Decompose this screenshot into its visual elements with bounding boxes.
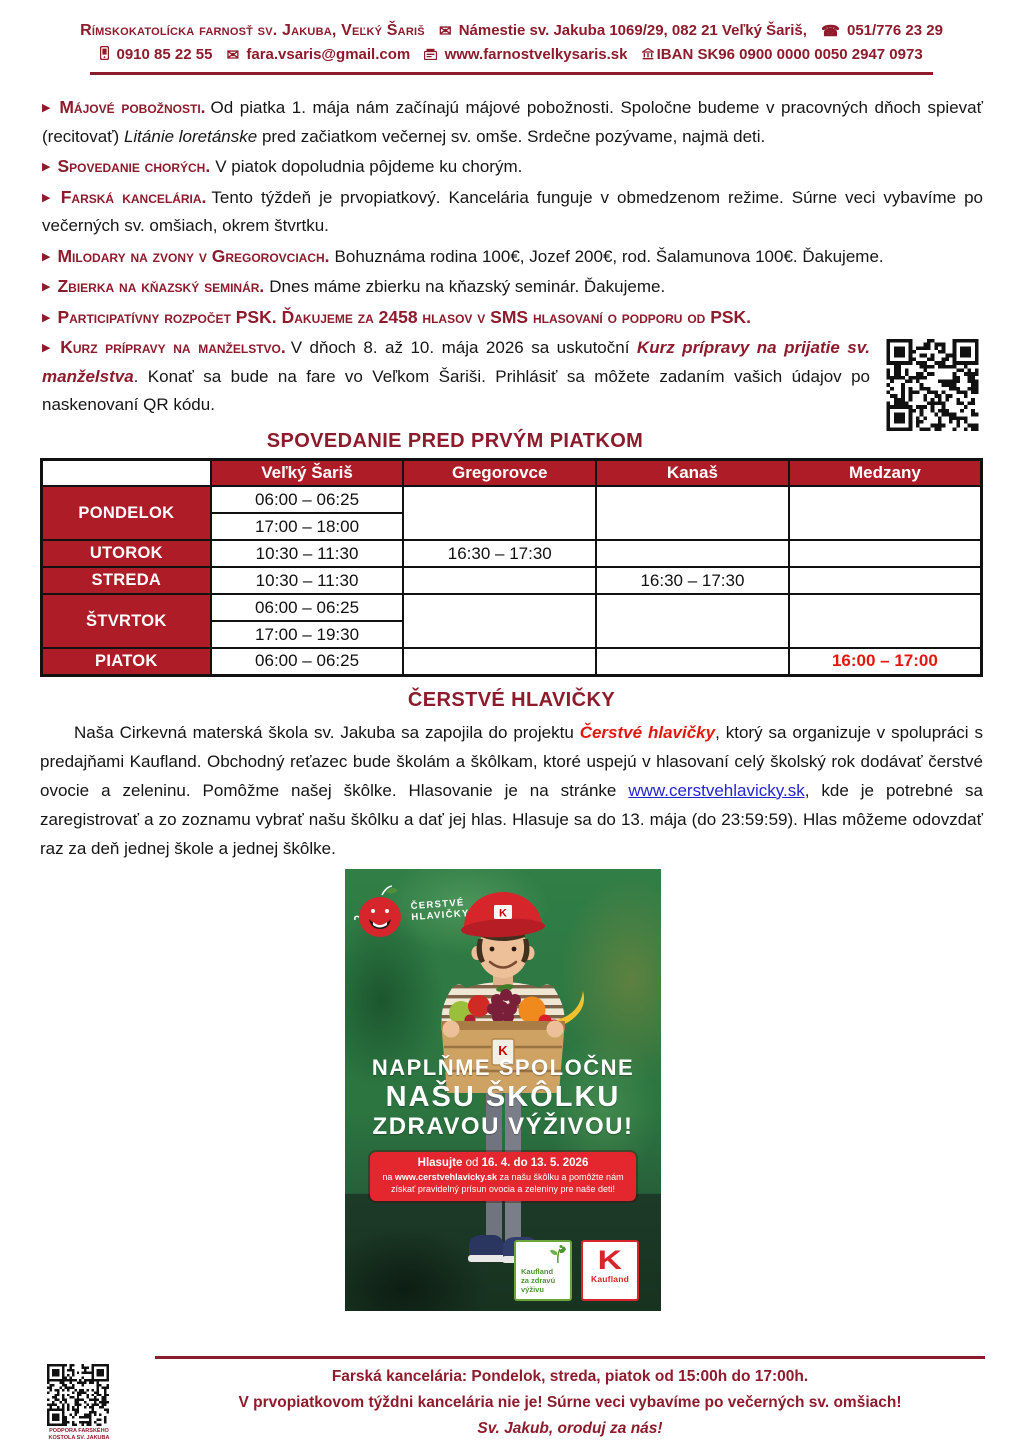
announcement-text: Dnes máme zbierku na kňazský seminár. Ďakujeme. <box>269 277 666 296</box>
cerstve-paragraph <box>40 718 983 863</box>
cerstve-text: Naša Cirkevná materská škola sv. Jakuba sa zapojila do projektu <box>74 722 580 742</box>
table-row <box>42 648 982 675</box>
footer-invocation: Sv. Jakub, oroduj za nás! <box>477 1420 663 1437</box>
time-cell <box>789 540 982 567</box>
time-cell <box>596 594 789 648</box>
banner-bold: Hlasujte <box>417 1156 463 1169</box>
header-line2 <box>90 43 932 75</box>
phone-icon: ☎ <box>821 23 840 40</box>
qr-code <box>47 1364 109 1426</box>
footer-office-hours: Farská kancelária: Pondelok, streda, piatok od 15:00h do 17:00h. <box>331 1368 809 1385</box>
cerstve-text: , ktorý sa organizuje v spolupráci s predajňami Kaufland. Obchodný reťazec bude školám a škôlkam, ktoré uspejú v hlasovaní celý školský rok dodávať čerstvé ovocie a zeleninu. Pomôžme našej škôlke. Hlasovanie je na stránke <box>40 722 983 800</box>
cerstve-title: ČERSTVÉ HLAVIČKY <box>407 688 616 711</box>
banner-text: za našu škôlku a pomôžte nám <box>497 1171 624 1182</box>
day-cell: PONDELOK <box>42 486 211 540</box>
mobile-phone-icon <box>100 46 109 60</box>
email-icon: ✉ <box>226 47 240 64</box>
table-header-cell: Gregorovce <box>403 459 596 486</box>
day-cell: PIATOK <box>42 648 211 675</box>
announcement-psk <box>42 303 983 333</box>
announcement-text: V dňoch 8. až 10. mája 2026 sa uskutoční <box>290 338 637 357</box>
poster-voting-banner <box>370 1152 636 1201</box>
day-cell: UTOROK <box>42 540 211 567</box>
announcement-text: . Konať sa bude na fare vo Veľkom Šariši. Prihlásiť sa môžete zadaním vašich údajov po naskenovaní QR kódu. <box>42 366 870 414</box>
cerstve-hlavicky-logo <box>353 883 483 947</box>
announcement-title: Májové pobožnosti. <box>59 97 206 117</box>
announcement-text: pred začiatkom večernej sv. omše. Srdečne pozývame, najmä deti. <box>257 126 766 146</box>
time-cell <box>789 486 982 540</box>
time-cell <box>403 486 596 540</box>
headline-line3: ZDRAVOU VÝŽIVOU! <box>372 1112 634 1140</box>
announcement-text: Bohuznáma rodina 100€, Jozef 200€, rod. Šalamunova 100€. Ďakujeme. <box>334 246 884 266</box>
announcements <box>42 93 983 420</box>
headline-line2: NAŠU ŠKÔLKU <box>385 1080 621 1113</box>
footer-qr-caption: KOSTOLA SV. JAKUBA <box>48 1435 110 1441</box>
confession-table-body <box>42 459 982 675</box>
banner-text: na <box>382 1171 395 1182</box>
apple-mascot-icon <box>353 883 411 945</box>
kaufland-healthy-logo <box>514 1240 572 1301</box>
table-header-row <box>42 459 982 486</box>
table-row <box>42 486 982 513</box>
banner-link: www.cerstvehlavicky.sk <box>394 1171 497 1182</box>
time-cell: 17:00 – 18:00 <box>211 513 404 540</box>
svg-text:K: K <box>499 907 507 919</box>
bullet-arrow-icon: ▶ <box>42 161 51 173</box>
parish-address: Námestie sv. Jakuba 1069/29, 082 21 Veľký Šariš, <box>458 22 807 39</box>
banner-dates: 16. 4. do 13. 5. 2026 <box>481 1156 589 1169</box>
kurz-emphasis: Kurz prípravy na prijatie sv. manželstva <box>42 338 871 386</box>
boy-shoe <box>469 1235 505 1257</box>
announcement-title: Participatívny rozpočet PSK. <box>57 306 277 327</box>
table-header-cell <box>42 459 211 486</box>
bullet-arrow-icon: ▶ <box>42 250 51 263</box>
announcement-text: Tento týždeň je prvopiatkový. Kancelária funguje v obmedzenom režime. Súrne veci vybavíme po večerných sv. omšiach, okrem štvrtku. <box>42 187 983 235</box>
header <box>0 0 1023 75</box>
time-cell <box>403 594 596 648</box>
announcement-kancelaria <box>42 183 983 241</box>
headline-line1: NAPLŇME SPOLOČNE <box>371 1054 635 1080</box>
kaufland-logo <box>581 1240 639 1301</box>
announcement-milodary <box>42 242 983 272</box>
boy-hand <box>547 1020 564 1037</box>
announcement-text: V piatok dopoludnia pôjdeme ku chorým. <box>215 157 523 176</box>
bullet-arrow-icon: ▶ <box>42 102 53 114</box>
table-row <box>42 540 982 567</box>
parish-phone: 051/776 23 29 <box>846 22 943 39</box>
announcement-title: Kurz prípravy na manželstvo. <box>60 337 286 357</box>
time-cell <box>596 540 789 567</box>
web-icon <box>424 48 437 60</box>
time-cell <box>596 648 789 675</box>
bullet-arrow-icon: ▶ <box>42 191 54 204</box>
svg-text:K: K <box>498 1042 508 1058</box>
time-cell: 16:00 – 17:00 <box>789 648 982 675</box>
announcement-spovedanie-chorych <box>42 152 983 182</box>
table-header-cell: Kanaš <box>596 459 789 486</box>
envelope-icon: ✉ <box>438 23 452 40</box>
table-row <box>42 567 982 594</box>
bullet-arrow-icon: ▶ <box>42 342 54 354</box>
cerstve-brand: Čerstvé hlavičky <box>579 722 716 742</box>
announcement-title: Farská kancelária. <box>60 186 207 207</box>
day-cell: STREDA <box>42 567 211 594</box>
poster-headline <box>345 1055 661 1140</box>
announcement-text: Od piatka 1. mája nám začínajú májové pobožnosti. Spoločne budeme v pracovných dňoch spievať (recitovať) <box>42 98 983 146</box>
qr-code <box>884 339 981 431</box>
time-cell <box>403 648 596 675</box>
table-row <box>42 594 982 621</box>
parish-website[interactable]: www.farnostvelkysaris.sk <box>444 46 628 63</box>
table-header-cell: Veľký Šariš <box>211 459 404 486</box>
leaf-grain-icon <box>549 1244 567 1264</box>
banner-text: od <box>462 1156 482 1169</box>
announcement-title: Spovedanie chorých. <box>57 156 211 176</box>
announcement-majove <box>42 93 983 151</box>
cerstvehlavicky-link[interactable]: www.cerstvehlavicky.sk <box>628 780 805 800</box>
time-cell: 16:30 – 17:30 <box>596 567 789 594</box>
time-cell <box>403 567 596 594</box>
cerstve-text: , kde je potrebné sa zaregistrovať a zo zoznamu vybrať našu škôlku a dať jej hlas. Hlasuje sa do 13. mája (do 23:59:59). Hlas môžeme odovzdať raz za deň jednej škole a jednej škôlke. <box>40 780 983 858</box>
table-header-cell: Medzany <box>789 459 982 486</box>
kaufland-healthy-text: Kaufland za zdravú výživu <box>521 1266 556 1294</box>
time-cell <box>789 594 982 648</box>
announcement-zbierka <box>42 272 983 302</box>
logo-line2: HLAVIČKY <box>411 907 470 923</box>
announcement-title: Milodary na zvony v Gregorovciach. <box>57 245 330 266</box>
parish-mobile: 0910 85 22 55 <box>116 46 213 63</box>
time-cell: 17:00 – 19:30 <box>211 621 404 648</box>
announcement-text-red: Ďakujeme za 2458 hlasov v SMS hlasovaní o podporu od PSK. <box>281 306 752 327</box>
bank-icon <box>642 48 654 60</box>
footer-qr-caption: PODPORA FARSKÉHO <box>49 1428 109 1434</box>
parish-email[interactable]: fara.vsaris@gmail.com <box>246 46 411 63</box>
bullet-arrow-icon: ▶ <box>42 311 51 324</box>
cerstve-hlavicky-poster <box>345 869 661 1311</box>
time-cell: 06:00 – 06:25 <box>211 648 404 675</box>
litanie-italic: Litánie loretánske <box>123 126 258 146</box>
announcement-kurz <box>42 333 983 420</box>
time-cell: 10:30 – 11:30 <box>211 540 404 567</box>
time-cell: 06:00 – 06:25 <box>211 594 404 621</box>
bullet-arrow-icon: ▶ <box>42 281 51 293</box>
parish-name: Rímskokatolícka farnosť sv. Jakuba, Veľký Šariš <box>80 22 425 39</box>
day-cell: ŠTVRTOK <box>42 594 211 648</box>
kaufland-K-icon: K <box>597 1244 623 1275</box>
parish-iban: IBAN SK96 0900 0000 0050 2947 0973 <box>656 46 923 63</box>
table-title: SPOVEDANIE PRED PRVÝM PIATKOM <box>266 429 644 452</box>
logo-line1: ČERSTVÉ <box>410 896 465 912</box>
fruit-apple <box>468 995 490 1017</box>
confession-schedule <box>40 430 983 677</box>
boy-hand <box>443 1020 460 1037</box>
confession-table <box>40 458 983 677</box>
announcement-title: Zbierka na kňazský seminár. <box>57 276 265 296</box>
time-cell <box>789 567 982 594</box>
banner-text: získať pravidelný prísun ovocia a zeleniny pre naše deti! <box>391 1184 615 1194</box>
kaufland-logo-text: Kaufland <box>591 1273 629 1284</box>
footer-notice: V prvopiatkovom týždni kancelária nie je! Súrne veci vybavíme po večerných sv. omšiach! <box>238 1394 902 1411</box>
time-cell: 16:30 – 17:30 <box>403 540 596 567</box>
time-cell <box>596 486 789 540</box>
footer <box>0 1356 1023 1442</box>
header-line1 <box>0 20 1023 43</box>
time-cell: 06:00 – 06:25 <box>211 486 404 513</box>
time-cell: 10:30 – 11:30 <box>211 567 404 594</box>
